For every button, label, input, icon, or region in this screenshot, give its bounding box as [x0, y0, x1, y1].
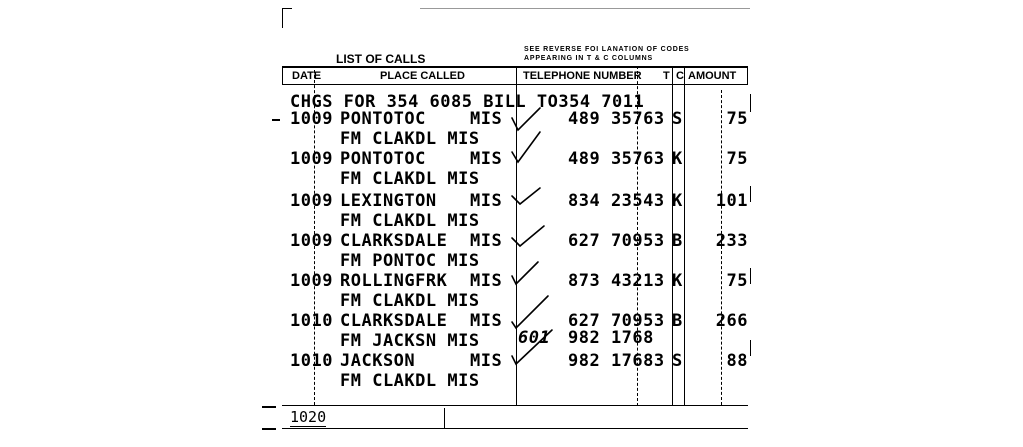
checkmark — [512, 226, 544, 246]
call-place: JACKSON — [340, 351, 416, 371]
call-code: S — [672, 109, 683, 129]
call-code: B — [672, 231, 683, 251]
footer-rule — [282, 428, 748, 429]
call-code: K — [672, 191, 683, 211]
footer-date: 1020 — [290, 408, 327, 426]
call-origin: FM CLAKDL MIS — [340, 169, 480, 189]
checkmark — [512, 296, 548, 328]
call-state: MIS — [470, 351, 503, 371]
call-date: 1010 — [290, 311, 333, 331]
call-amount: 75 — [726, 109, 748, 129]
call-date: 1009 — [290, 109, 333, 129]
checkmark — [512, 108, 540, 130]
call-place: CLARKSDALE — [340, 311, 448, 331]
call-state: MIS — [470, 271, 503, 291]
call-amount: 75 — [726, 271, 748, 291]
call-amount: 75 — [726, 149, 748, 169]
call-origin: FM PONTOC MIS — [340, 251, 480, 271]
call-phone: 627 70953 — [568, 311, 665, 331]
col-c: C — [676, 70, 684, 82]
col-t: T — [663, 70, 670, 82]
call-amount: 101 — [715, 191, 748, 211]
call-origin: FM CLAKDL MIS — [340, 129, 480, 149]
call-origin: FM CLAKDL MIS — [340, 291, 480, 311]
reverse-note-line1: SEE REVERSE FOI LANATION OF CODES — [524, 46, 690, 53]
list-title: LIST OF CALLS — [336, 52, 426, 66]
call-place: PONTOTOC — [340, 149, 426, 169]
checkmark — [512, 132, 540, 162]
call-date: 1009 — [290, 191, 333, 211]
call-date: 1009 — [290, 271, 333, 291]
call-place: PONTOTOC — [340, 109, 426, 129]
handwritten-number: 982 1768 — [568, 328, 654, 348]
col-telephone: TELEPHONE NUMBER — [523, 70, 642, 82]
call-amount: 88 — [726, 351, 748, 371]
call-place: LEXINGTON — [340, 191, 437, 211]
bottom-rule — [282, 405, 748, 406]
charges-line: CHGS FOR 354 6085 BILL TO354 7011 — [290, 92, 645, 112]
checkmark — [512, 262, 538, 284]
col-date: DATE — [292, 70, 322, 82]
call-state: MIS — [470, 231, 503, 251]
call-phone: 489 35763 — [568, 109, 665, 129]
call-origin: FM CLAKDL MIS — [340, 371, 480, 391]
footer-divider — [444, 408, 445, 428]
checkmark — [512, 188, 540, 204]
col-amount: AMOUNT — [688, 70, 737, 82]
call-phone: 834 23543 — [568, 191, 665, 211]
reverse-note-line2: APPEARING IN T & C COLUMNS — [524, 55, 653, 62]
call-phone: 489 35763 — [568, 149, 665, 169]
call-state: MIS — [470, 191, 503, 211]
call-origin: FM CLAKDL MIS — [340, 211, 480, 231]
call-state: MIS — [470, 149, 503, 169]
call-date: 1009 — [290, 149, 333, 169]
handwritten-area-code: 601 — [518, 328, 551, 348]
call-code: K — [672, 271, 683, 291]
call-place: ROLLINGFRK — [340, 271, 448, 291]
call-date: 1009 — [290, 231, 333, 251]
call-code: S — [672, 351, 683, 371]
col-place: PLACE CALLED — [380, 70, 465, 82]
call-code: B — [672, 311, 683, 331]
call-state: MIS — [470, 311, 503, 331]
call-amount: 233 — [715, 231, 748, 251]
call-date: 1010 — [290, 351, 333, 371]
call-phone: 982 17683 — [568, 351, 665, 371]
call-amount: 266 — [715, 311, 748, 331]
call-code: K — [672, 149, 683, 169]
call-state: MIS — [470, 109, 503, 129]
call-phone: 627 70953 — [568, 231, 665, 251]
call-origin: FM JACKSN MIS — [340, 331, 480, 351]
call-place: CLARKSDALE — [340, 231, 448, 251]
call-phone: 873 43213 — [568, 271, 665, 291]
